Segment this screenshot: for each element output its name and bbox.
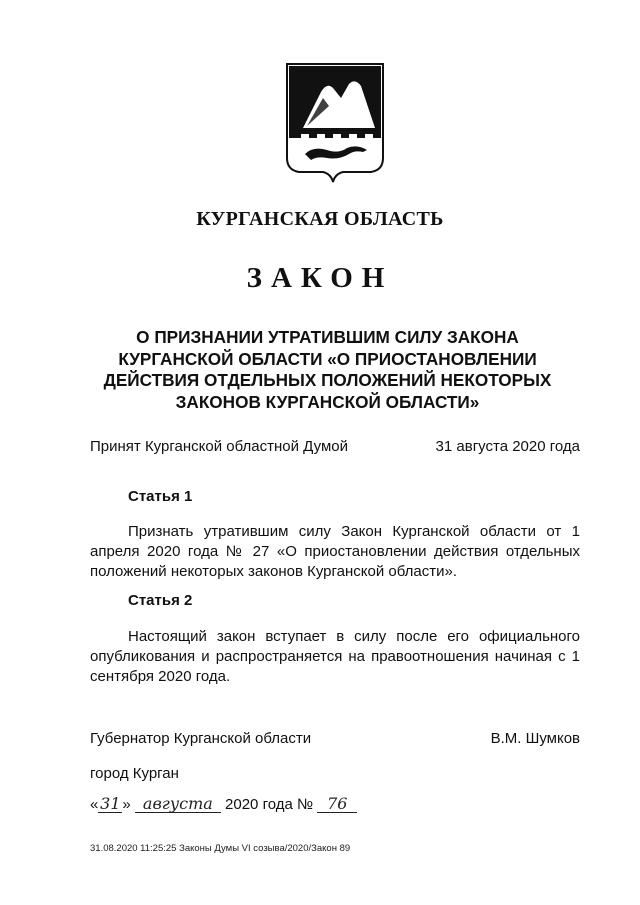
signing-date-line bbox=[90, 796, 357, 813]
article-2-text: Настоящий закон вступает в силу после его официального опубликования и распространяется на правоотношения начиная с 1 сентября 2020 года. bbox=[90, 628, 580, 685]
adoption-text: Принят Курганской областной Думой bbox=[90, 438, 348, 455]
article-1-text: Признать утратившим силу Закон Курганской области от 1 апреля 2020 года № 27 «О приостановлении действия отдельных положений некоторых законов Курганской области». bbox=[90, 523, 580, 580]
close-quote: » bbox=[122, 796, 131, 813]
law-heading-line: ЗАКОНОВ КУРГАНСКОЙ ОБЛАСТИ» bbox=[175, 391, 480, 412]
law-heading-line: КУРГАНСКОЙ ОБЛАСТИ «О ПРИОСТАНОВЛЕНИИ bbox=[118, 348, 537, 369]
signatory-position: Губернатор Курганской области bbox=[90, 730, 312, 747]
region-name: КУРГАНСКАЯ ОБЛАСТЬ bbox=[196, 208, 444, 230]
coat-of-arms-emblem bbox=[283, 62, 387, 184]
place-of-signing: город Курган bbox=[90, 765, 179, 782]
year-and-number-label: 2020 года № bbox=[225, 796, 314, 813]
law-heading bbox=[80, 327, 575, 413]
registration-footer: 31.08.2020 11:25:25 Законы Думы VI созыва/2020/Закон 89 bbox=[90, 843, 351, 854]
law-heading-line: ДЕЙСТВИЯ ОТДЕЛЬНЫХ ПОЛОЖЕНИЙ НЕКОТОРЫХ bbox=[103, 370, 552, 390]
article-1-title: Статья 1 bbox=[128, 488, 193, 505]
handwritten-month: августа bbox=[135, 796, 221, 813]
adoption-line bbox=[90, 438, 580, 455]
open-quote: « bbox=[90, 796, 99, 813]
document-type: ЗАКОН bbox=[246, 262, 394, 294]
adoption-date: 31 августа 2020 года bbox=[435, 438, 580, 455]
signature-block bbox=[90, 730, 580, 747]
law-heading-line: О ПРИЗНАНИИ УТРАТИВШИМ СИЛУ ЗАКОНА bbox=[136, 327, 519, 347]
handwritten-law-number: 76 bbox=[317, 796, 357, 813]
article-2-title: Статья 2 bbox=[128, 592, 193, 609]
signatory-name: В.М. Шумков bbox=[490, 730, 580, 747]
handwritten-day: 31 bbox=[100, 794, 121, 813]
